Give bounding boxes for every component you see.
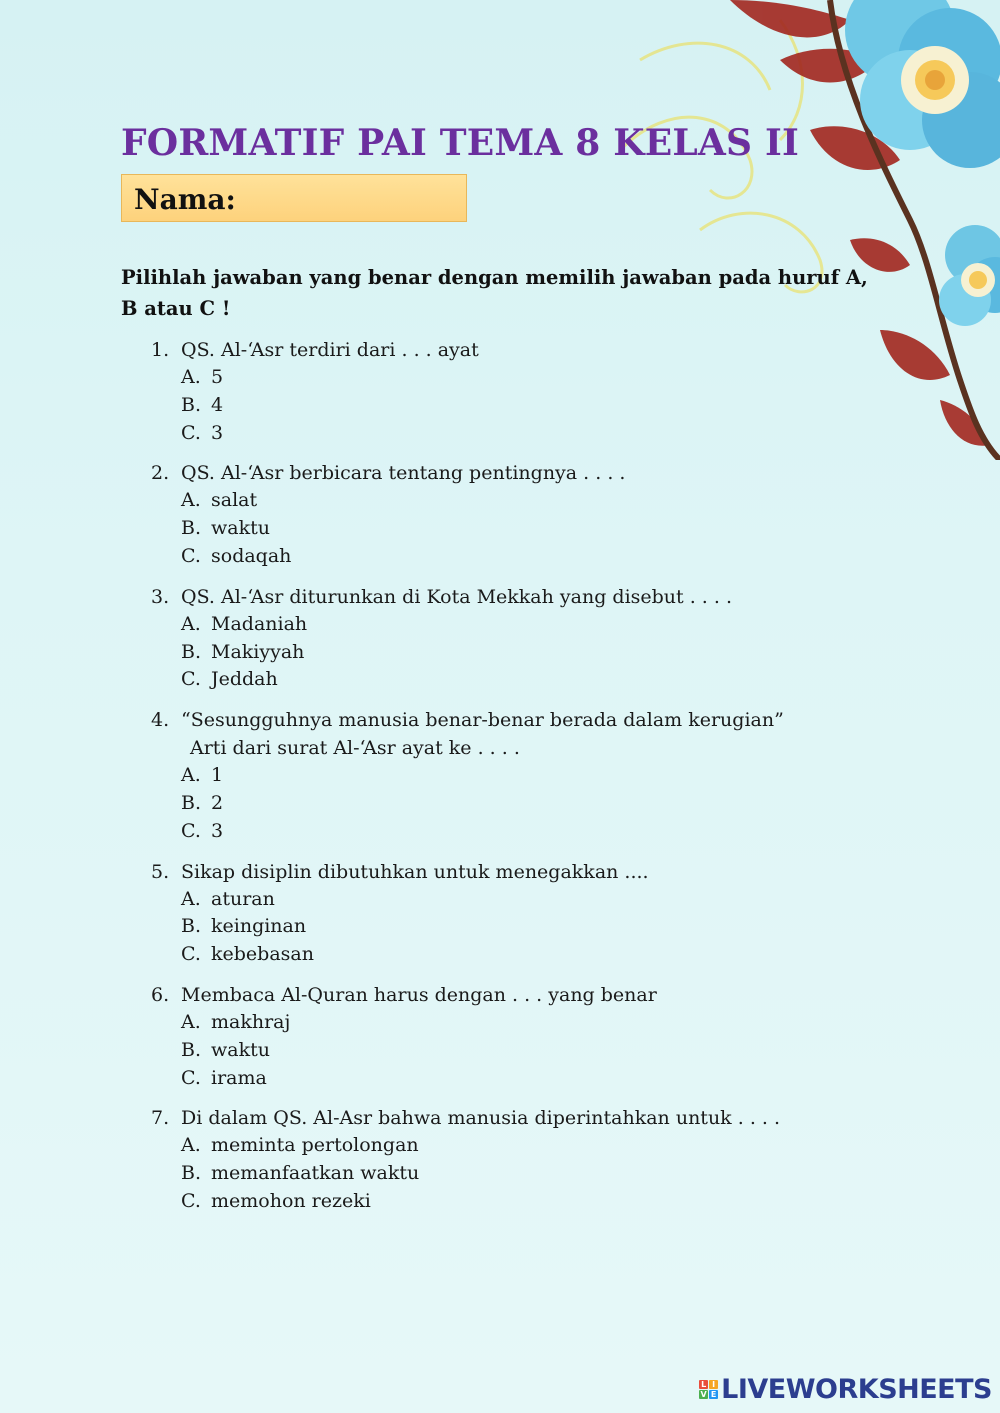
- option-c[interactable]: [151, 818, 871, 846]
- question-4: [151, 706, 871, 845]
- option-letter: C.: [181, 819, 201, 842]
- option-text: salat: [211, 489, 258, 512]
- option-c[interactable]: [151, 941, 871, 969]
- option-letter: B.: [181, 915, 202, 938]
- option-letter: B.: [181, 393, 202, 416]
- name-label: Nama:: [134, 183, 236, 216]
- option-text: waktu: [211, 517, 270, 540]
- option-letter: B.: [181, 640, 202, 663]
- option-text: meminta pertolongan: [211, 1134, 419, 1157]
- option-b[interactable]: [151, 392, 871, 420]
- option-text: Makiyyah: [211, 640, 305, 663]
- option-text: sodaqah: [211, 544, 292, 567]
- question-number: 5.: [151, 860, 170, 883]
- question-text: Sikap disiplin dibutuhkan untuk menegakkan ....: [181, 860, 649, 883]
- option-text: 2: [211, 791, 224, 814]
- logo-letter-l: L: [701, 1380, 707, 1389]
- option-letter: A.: [181, 366, 201, 388]
- question-subtext: Arti dari surat Al-‘Asr ayat ke . . . .: [190, 737, 520, 760]
- page-title: FORMATIF PAI TEMA 8 KELAS II: [121, 122, 800, 164]
- question-6: [151, 981, 871, 1092]
- logo-letter-e: E: [710, 1390, 717, 1399]
- option-a[interactable]: [151, 886, 871, 914]
- liveworksheets-brand[interactable]: [699, 1374, 992, 1405]
- option-letter: C.: [181, 943, 201, 966]
- question-text: QS. Al-‘Asr diturunkan di Kota Mekkah yang disebut . . . .: [181, 585, 732, 608]
- option-c[interactable]: [151, 666, 871, 694]
- option-text: keinginan: [211, 915, 307, 938]
- question-number: 4.: [151, 709, 170, 732]
- option-text: memanfaatkan waktu: [211, 1162, 420, 1185]
- question-text: Di dalam QS. Al-Asr bahwa manusia diperintahkan untuk . . . .: [181, 1107, 781, 1130]
- question-text: Membaca Al-Quran harus dengan . . . yang benar: [181, 983, 657, 1006]
- brand-text: LIVEWORKSHEETS: [721, 1374, 992, 1405]
- option-letter: A.: [181, 1134, 201, 1157]
- option-letter: C.: [181, 1189, 201, 1212]
- option-letter: B.: [181, 1162, 202, 1185]
- option-text: aturan: [211, 887, 275, 910]
- option-a[interactable]: [151, 1132, 871, 1160]
- small-blue-flower: [939, 225, 1000, 326]
- option-text: memohon rezeki: [211, 1189, 371, 1212]
- question-number: 7.: [151, 1107, 170, 1130]
- question-2: [151, 459, 871, 570]
- option-b[interactable]: [151, 515, 871, 543]
- option-letter: C.: [181, 668, 201, 691]
- option-letter: B.: [181, 791, 202, 814]
- option-a[interactable]: [151, 364, 871, 392]
- option-b[interactable]: [151, 1037, 871, 1065]
- option-letter: C.: [181, 544, 201, 567]
- option-text: waktu: [211, 1038, 270, 1061]
- logo-letter-v: V: [700, 1390, 707, 1399]
- option-c[interactable]: [151, 1065, 871, 1093]
- option-b[interactable]: [151, 913, 871, 941]
- question-3: [151, 583, 871, 694]
- question-text: QS. Al-‘Asr terdiri dari . . . ayat: [181, 339, 479, 361]
- question-text: “Sesungguhnya manusia benar-benar berada dalam kerugian”: [181, 709, 784, 732]
- option-text: 5: [211, 366, 224, 388]
- option-letter: B.: [181, 1038, 202, 1061]
- question-number: 3.: [151, 585, 170, 608]
- option-text: Jeddah: [211, 668, 278, 691]
- option-a[interactable]: [151, 762, 871, 790]
- logo-letter-i: I: [709, 1380, 718, 1389]
- option-c[interactable]: [151, 1188, 871, 1216]
- question-7: [151, 1104, 871, 1215]
- question-number: 2.: [151, 462, 170, 485]
- question-number: 6.: [151, 983, 170, 1006]
- option-text: 3: [211, 819, 224, 842]
- question-1: [151, 336, 871, 447]
- option-text: Madaniah: [211, 612, 308, 635]
- option-a[interactable]: [151, 487, 871, 515]
- option-text: irama: [211, 1066, 267, 1089]
- option-letter: C.: [181, 1066, 201, 1089]
- option-letter: B.: [181, 517, 202, 540]
- option-text: 1: [211, 764, 224, 787]
- option-letter: A.: [181, 887, 201, 910]
- question-5: [151, 858, 871, 969]
- option-c[interactable]: [151, 420, 871, 448]
- question-list: [151, 336, 871, 1228]
- question-number: 1.: [151, 339, 170, 361]
- liveworksheets-logo-icon: [699, 1380, 718, 1399]
- option-b[interactable]: [151, 1160, 871, 1188]
- option-b[interactable]: [151, 790, 871, 818]
- option-letter: C.: [181, 421, 201, 444]
- option-b[interactable]: [151, 639, 871, 667]
- option-a[interactable]: [151, 611, 871, 639]
- option-letter: A.: [181, 489, 201, 512]
- question-text: QS. Al-‘Asr berbicara tentang pentingnya . . . .: [181, 462, 626, 485]
- option-letter: A.: [181, 612, 201, 635]
- option-a[interactable]: [151, 1009, 871, 1037]
- option-text: 3: [211, 421, 224, 444]
- option-text: 4: [211, 393, 224, 416]
- name-field[interactable]: [121, 174, 467, 222]
- option-text: makhraj: [211, 1010, 291, 1033]
- option-letter: A.: [181, 1010, 201, 1033]
- option-letter: A.: [181, 764, 201, 787]
- option-c[interactable]: [151, 543, 871, 571]
- option-text: kebebasan: [211, 943, 314, 966]
- instruction-text: Pilihlah jawaban yang benar dengan memilih jawaban pada huruf A, B atau C !: [121, 266, 868, 320]
